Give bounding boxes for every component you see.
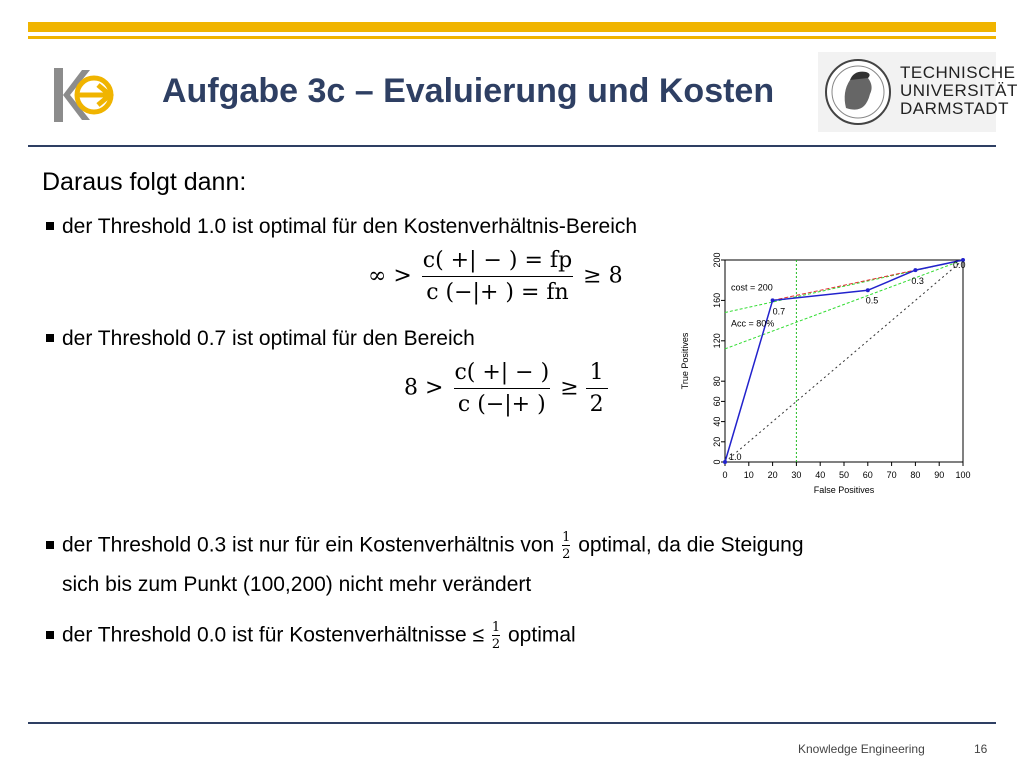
y-tick-label: 20 <box>712 436 722 447</box>
x-tick-label: 70 <box>886 470 897 480</box>
x-tick-label: 40 <box>815 470 826 480</box>
cost-annotation: cost = 200 <box>731 282 773 293</box>
y-axis-label: True Positives <box>680 332 690 390</box>
y-tick-label: 160 <box>712 292 722 308</box>
footer-divider <box>28 722 996 724</box>
x-tick-label: 30 <box>791 470 802 480</box>
bullet-marker <box>46 541 54 549</box>
formula-2: 8 > $\frac{c( +| - )}{c (-|+ )}$ ≥ $\frac{1}{2}$ <box>404 360 608 417</box>
ke-logo-icon <box>52 66 118 124</box>
roc-point-label: 0.3 <box>911 276 924 287</box>
x-tick-label: 10 <box>743 470 754 480</box>
bullet-threshold-07: der Threshold 0.7 ist optimal für den Bereich <box>46 324 475 354</box>
x-tick-label: 90 <box>934 470 945 480</box>
roc-point-label: 0.0 <box>953 260 966 270</box>
x-tick-label: 0 <box>722 470 728 480</box>
bullet-threshold-00: der Threshold 0.0 ist für Kostenverhältnisse ≤ $\frac{1}{2}$ optimal <box>46 620 576 652</box>
roc-point-label: 1.0 <box>729 452 742 462</box>
bullet-threshold-1: der Threshold 1.0 ist optimal für den Kostenverhältnis-Bereich <box>46 212 637 242</box>
bullet-threshold-03: der Threshold 0.3 ist nur für ein Kostenverhältnis von $\frac{1}{2}$ optimal, da die Steigung <box>46 530 804 562</box>
roc-point <box>866 288 870 292</box>
x-tick-label: 60 <box>862 470 873 480</box>
y-tick-label: 60 <box>712 396 722 407</box>
roc-chart <box>676 240 976 516</box>
bullet-marker <box>46 222 54 230</box>
bullet-marker <box>46 631 54 639</box>
bullet-marker <box>46 334 54 342</box>
x-axis-label: False Positives <box>813 485 875 495</box>
roc-point <box>771 298 775 302</box>
roc-point <box>913 268 917 272</box>
y-tick-label: 120 <box>712 333 722 349</box>
tud-wordmark: TECHNISCHE UNIVERSITÄT DARMSTADT <box>900 63 1018 118</box>
footer-page-number: 16 <box>974 742 988 756</box>
roc-point-label: 0.7 <box>772 306 786 317</box>
top-gold-line <box>28 36 996 39</box>
roc-point-label: 0.5 <box>865 295 879 306</box>
x-tick-label: 100 <box>955 470 971 480</box>
page-title: Aufgabe 3c – Evaluierung und Kosten <box>162 72 775 110</box>
y-tick-label: 40 <box>712 416 722 427</box>
x-tick-label: 50 <box>838 470 850 480</box>
y-tick-label: 80 <box>712 376 722 387</box>
x-tick-label: 20 <box>767 470 778 480</box>
intro-text: Daraus folgt dann: <box>42 168 247 196</box>
x-tick-label: 80 <box>910 470 921 480</box>
bullet-threshold-03-cont: sich bis zum Punkt (100,200) nicht mehr verändert <box>62 573 532 596</box>
top-gold-bar <box>28 22 996 32</box>
header-divider <box>28 145 996 147</box>
roc-point <box>723 460 727 464</box>
y-tick-label: 0 <box>712 459 722 465</box>
athena-seal-icon <box>824 58 892 126</box>
formula-1: ∞ > $\frac{c( +| - ) = fp}{c (-|+ ) = fn}$ ≥ 8 <box>368 248 623 305</box>
y-tick-label: 200 <box>712 252 722 268</box>
acc-annotation: Acc = 80% <box>731 318 775 329</box>
footer-organization: Knowledge Engineering <box>798 742 925 756</box>
tud-logo <box>818 52 1018 132</box>
